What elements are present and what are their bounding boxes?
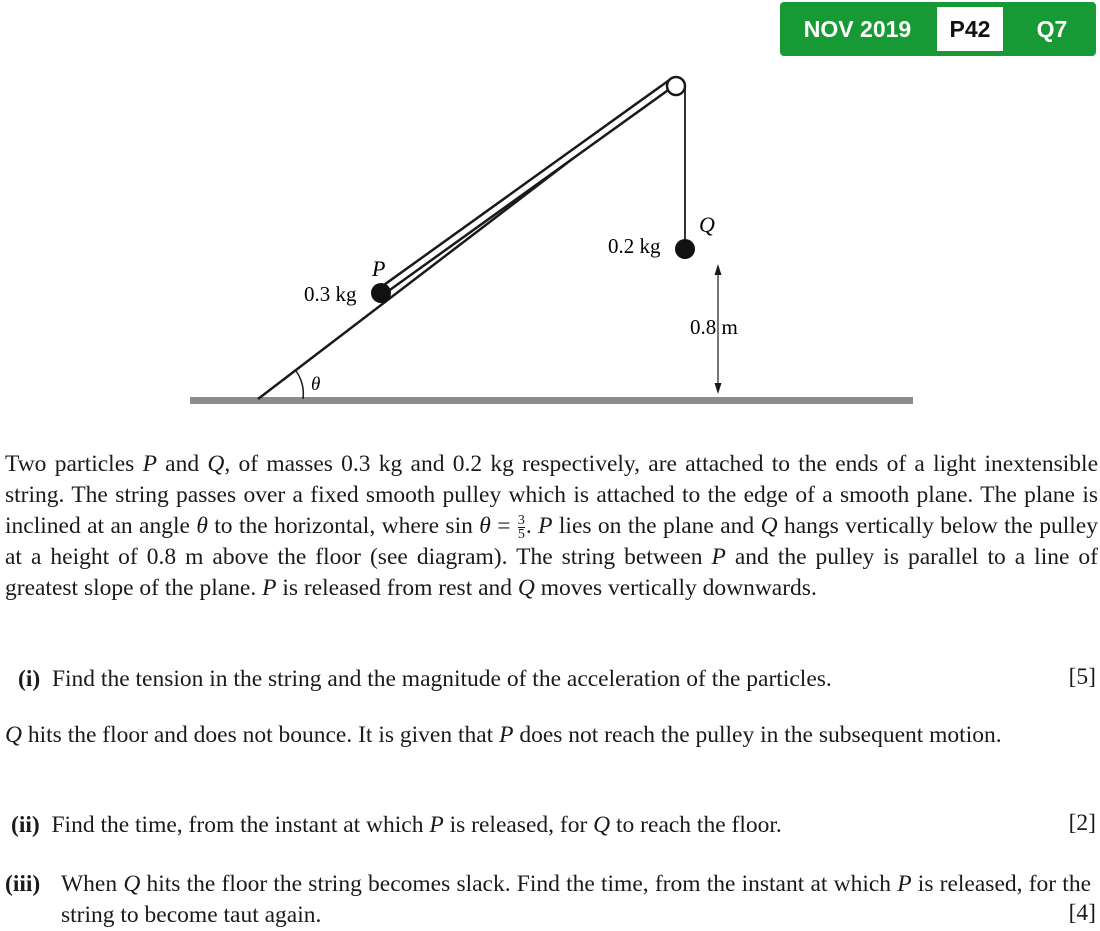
angle-label: θ xyxy=(311,374,321,395)
mid-statement: Q hits the floor and does not bounce. It is given that P does not reach the pulley in the subsequent motion. xyxy=(5,722,1002,748)
mass-q-label: 0.2 kg xyxy=(608,234,661,258)
part-ii: (ii) Find the time, from the instant at which P is released, for Q to reach the floor. xyxy=(11,812,782,838)
part-i: (i) Find the tension in the string and the magnitude of the acceleration of the particles. xyxy=(18,666,832,692)
angle-arc xyxy=(296,371,303,399)
label-p: P xyxy=(372,256,386,281)
question-label: Q7 xyxy=(1036,16,1068,42)
session-label: NOV 2019 xyxy=(803,16,912,42)
string-on-plane xyxy=(382,82,673,291)
part-iii: (iii) When Q hits the floor the string becomes slack. Find the time, from the instant at which P is released, for the string to become taut again. xyxy=(5,871,1091,928)
particle-p xyxy=(371,283,391,303)
floor xyxy=(190,397,913,404)
pulley xyxy=(667,77,685,95)
mass-p-label: 0.3 kg xyxy=(304,282,357,306)
fraction-three-fifths: $\frac{3}{5}$ xyxy=(517,513,525,543)
part-iii-mark: [4] xyxy=(1068,900,1096,926)
pulley-diagram xyxy=(0,0,1100,420)
part-ii-mark: [2] xyxy=(1068,810,1096,836)
label-q: Q xyxy=(699,212,715,237)
paper-label: P42 xyxy=(937,7,1003,51)
part-i-mark: [5] xyxy=(1068,664,1096,690)
question-intro: Two particles P and Q, of masses 0.3 kg and 0.2 kg respectively, are attached to the ends of a light inextensible string. The string passes over a fixed smooth pulley which is attached to the edge of a smooth plane. The plane is inclined at an angle θ to the horizontal, where sin θ = $\frac{3}{5}$ . P lies on the plane and Q hangs vertically below the pulley at a height of 0.8 m above the floor (see diagram). The string between P and the pulley is parallel to a line of greatest slope of the plane. P is released from rest and Q moves vertically downwards. xyxy=(5,451,1099,601)
height-arrow-down xyxy=(715,383,722,394)
height-arrow-up xyxy=(715,264,722,275)
height-label: 0.8 m xyxy=(690,315,738,339)
particle-q xyxy=(675,239,695,259)
